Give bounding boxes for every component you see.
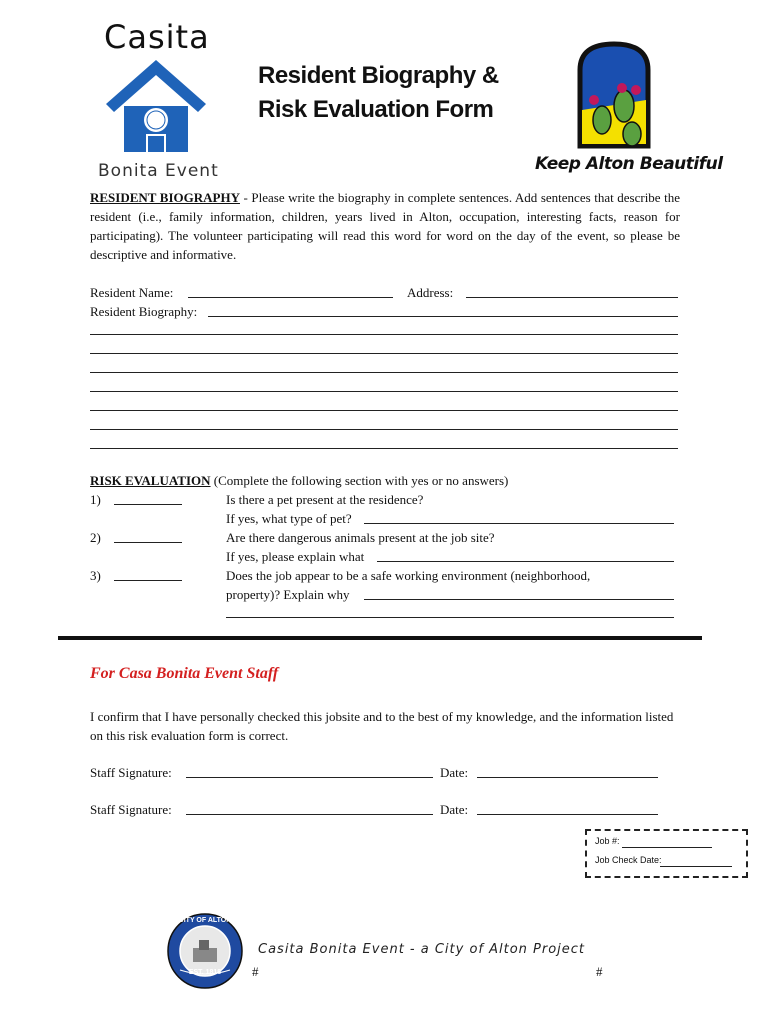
staff-signature-label: Staff Signature: xyxy=(90,802,172,817)
biography-instructions: - Please write the biography in complete sentences. Add sentences that describe the resident (i.e., family information, children, years lived in Alton, occupation, interesting facts, reason for participating). The volunteer participating will read this word for word on the day of the event, so please be descriptive and informative. xyxy=(90,190,681,262)
biography-paragraph xyxy=(90,188,680,264)
footer-hash-left: # xyxy=(252,964,259,979)
form-title-line1: Resident Biography & xyxy=(258,62,499,89)
date-field[interactable] xyxy=(477,814,658,815)
job-check-date-field[interactable] xyxy=(660,866,732,867)
risk-question: Are there dangerous animals present at the job site? xyxy=(226,530,495,545)
risk-header xyxy=(90,471,508,490)
seal-bottom-text: EST. 1818 xyxy=(188,969,222,976)
risk-answer-field[interactable] xyxy=(114,504,182,505)
job-number-label: Job #: xyxy=(595,836,620,846)
risk-item-number: 1) xyxy=(90,492,101,507)
date-field[interactable] xyxy=(477,777,658,778)
resident-biography-label: Resident Biography: xyxy=(90,304,198,319)
section-divider xyxy=(58,636,702,640)
risk-followup-label: If yes, what type of pet? xyxy=(226,511,352,526)
biography-line[interactable] xyxy=(90,334,678,335)
risk-answer-field[interactable] xyxy=(114,542,182,543)
bonita-event-text: Bonita Event xyxy=(98,161,219,181)
address-field[interactable] xyxy=(466,297,678,298)
seal-top-text: CITY OF ALTON xyxy=(178,917,232,924)
resident-name-field[interactable] xyxy=(188,297,393,298)
risk-followup-label: If yes, please explain what xyxy=(226,549,365,564)
footer-project-text: Casita Bonita Event - a City of Alton Project xyxy=(258,942,586,957)
house-logo-icon xyxy=(104,58,208,158)
biography-line[interactable] xyxy=(90,410,678,411)
risk-followup-field[interactable] xyxy=(226,617,674,618)
staff-signature-label: Staff Signature: xyxy=(90,765,172,780)
biography-line[interactable] xyxy=(90,372,678,373)
resident-biography-field[interactable] xyxy=(208,316,678,317)
biography-line[interactable] xyxy=(90,391,678,392)
risk-question: Is there a pet present at the residence? xyxy=(226,492,424,507)
biography-heading: RESIDENT BIOGRAPHY xyxy=(90,190,240,205)
job-number-field[interactable] xyxy=(622,847,712,848)
staff-heading: For Casa Bonita Event Staff xyxy=(90,665,279,682)
form-title-line2: Risk Evaluation Form xyxy=(258,96,494,123)
keep-alton-beautiful-text: Keep Alton Beautiful xyxy=(535,154,723,174)
risk-followup-label: property)? Explain why xyxy=(226,587,350,602)
biography-line[interactable] xyxy=(90,353,678,354)
casita-logo-text: Casita xyxy=(104,18,210,56)
staff-signature-field[interactable] xyxy=(186,777,433,778)
risk-followup-field[interactable] xyxy=(364,599,674,600)
staff-confirm-text: I confirm that I have personally checked this jobsite and to the best of my knowledge, and the information listed on this risk evaluation form is correct. xyxy=(90,709,674,743)
biography-line[interactable] xyxy=(90,429,678,430)
risk-answer-field[interactable] xyxy=(114,580,182,581)
risk-item-number: 3) xyxy=(90,568,101,583)
risk-followup-field[interactable] xyxy=(377,561,674,562)
risk-followup-field[interactable] xyxy=(364,523,674,524)
address-label: Address: xyxy=(407,285,454,300)
cactus-logo-icon xyxy=(572,40,656,152)
risk-question: Does the job appear to be a safe working environment (neighborhood, xyxy=(226,568,591,583)
date-label: Date: xyxy=(440,765,469,780)
risk-subheading: (Complete the following section with yes or no answers) xyxy=(210,473,509,488)
job-check-date-label: Job Check Date: xyxy=(595,855,662,865)
biography-line[interactable] xyxy=(90,448,678,449)
resident-name-label: Resident Name: xyxy=(90,285,174,300)
date-label: Date: xyxy=(440,802,469,817)
footer-hash-right: # xyxy=(596,964,603,979)
staff-signature-field[interactable] xyxy=(186,814,433,815)
risk-heading: RISK EVALUATION xyxy=(90,473,211,488)
risk-item-number: 2) xyxy=(90,530,101,545)
